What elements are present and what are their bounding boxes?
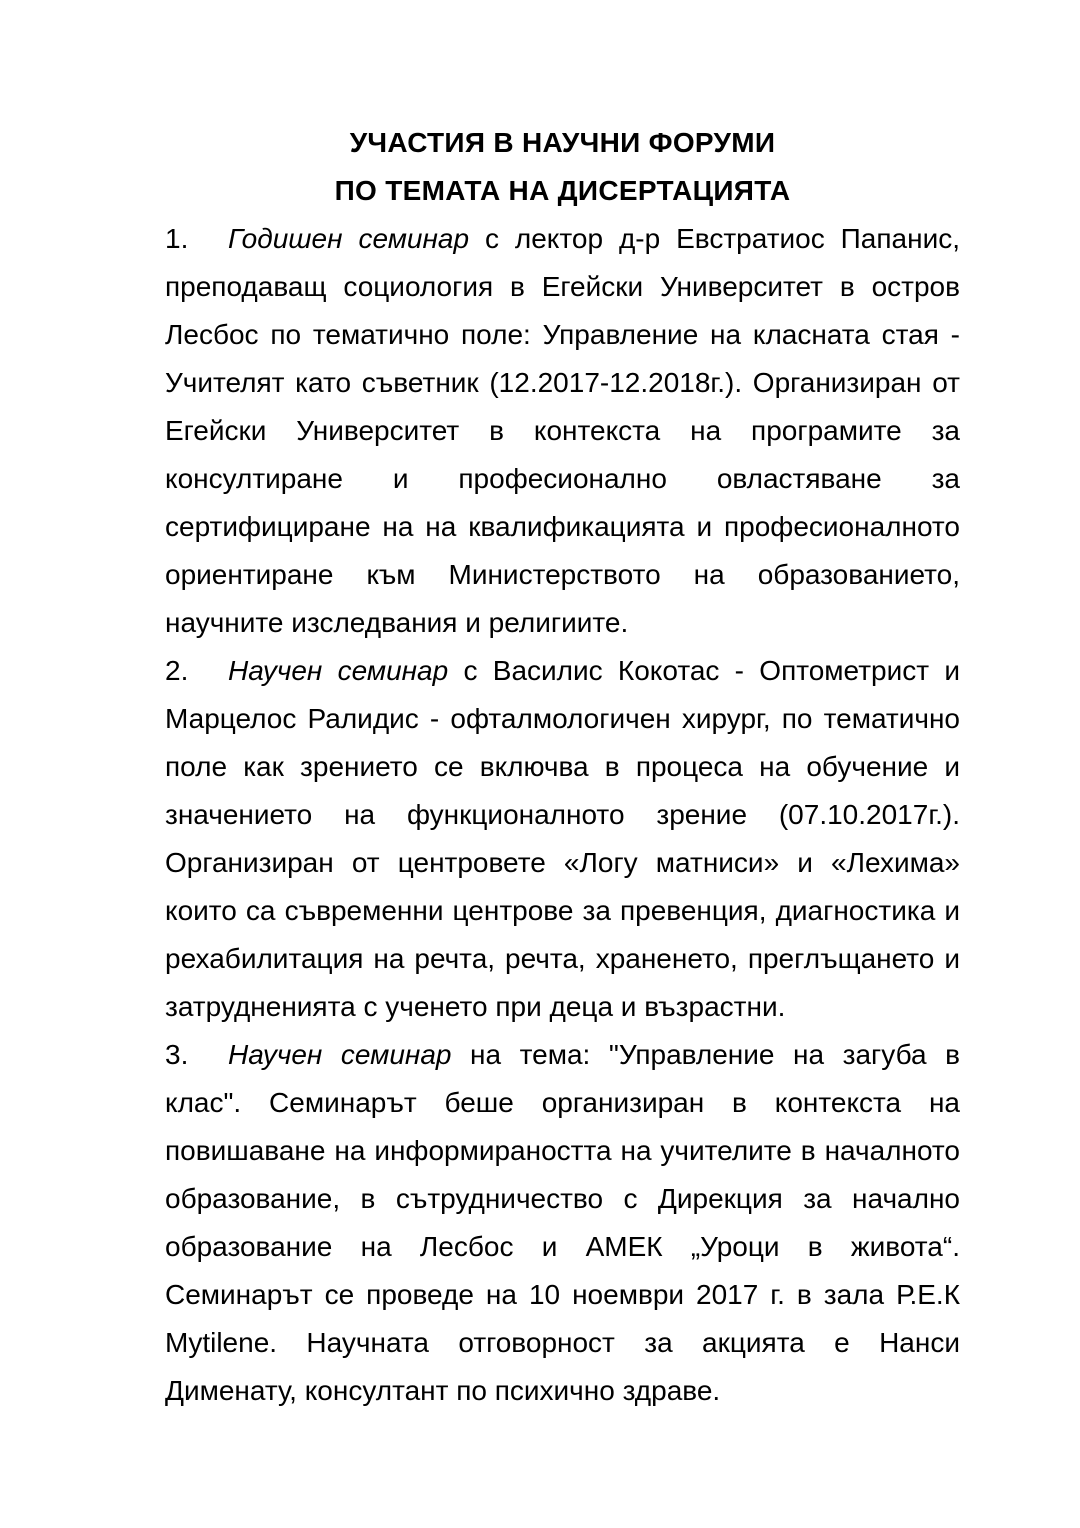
item-3-text: на тема: "Управление на загуба в клас". Семинарът беше организиран в контекста на повишаване на информираността на учителите в началното образование, в сътрудничество с Дирекция за начално образование на Лесбос и АМЕК „Уроци в живота“. Семинарът се проведе на 10 ноември 2017 г. в зала Р.Е.К Mytilene. Научната отговорност за акцията е Нанси Дименату, консултант по психично здраве. xyxy=(165,1039,960,1406)
title-line-1: УЧАСТИЯ В НАУЧНИ ФОРУМИ xyxy=(349,127,776,158)
item-1-lead-italic: Годишен семинар xyxy=(228,223,470,254)
item-2-lead-italic: Научен семинар xyxy=(228,655,449,686)
item-1-number: 1. xyxy=(165,223,189,254)
item-3-number: 3. xyxy=(165,1039,189,1070)
list-item-3 xyxy=(165,1031,960,1415)
item-2-text: с Василис Кокотас - Оптометрист и Марцелос Ралидис - офталмологичен хирург, по тематично поле как зрението се включва в процеса на обучение и значението на функционалното зрение (07.10.2017г.). Организиран от центровете «Логу матниси» и «Лехима» които са съвременни центрове за превенция, диагностика и рехабилитация на речта, речта, храненето, преглъщането и затрудненията с ученето при деца и възрастни. xyxy=(165,655,960,1022)
document-title xyxy=(165,119,960,215)
item-2-number: 2. xyxy=(165,655,189,686)
item-1-text: с лектор д-р Евстратиос Папанис, преподаващ социология в Егейски Университет в остров Лесбос по тематично поле: Управление на класната стая - Учителят като съветник (12.2017-12.2018г.). Организиран от Егейски Университет в контекста на програмите за консултиране и професионално овластяване за сертифициране на на квалификацията и професионалното ориентиране към Министерството на образованието, научните изследвания и религиите. xyxy=(165,223,960,638)
title-line-2: ПО ТЕМАТА НА ДИСЕРТАЦИЯТА xyxy=(334,175,791,206)
list-item-1 xyxy=(165,215,960,647)
list-item-2 xyxy=(165,647,960,1031)
item-3-lead-italic: Научен семинар xyxy=(228,1039,452,1070)
